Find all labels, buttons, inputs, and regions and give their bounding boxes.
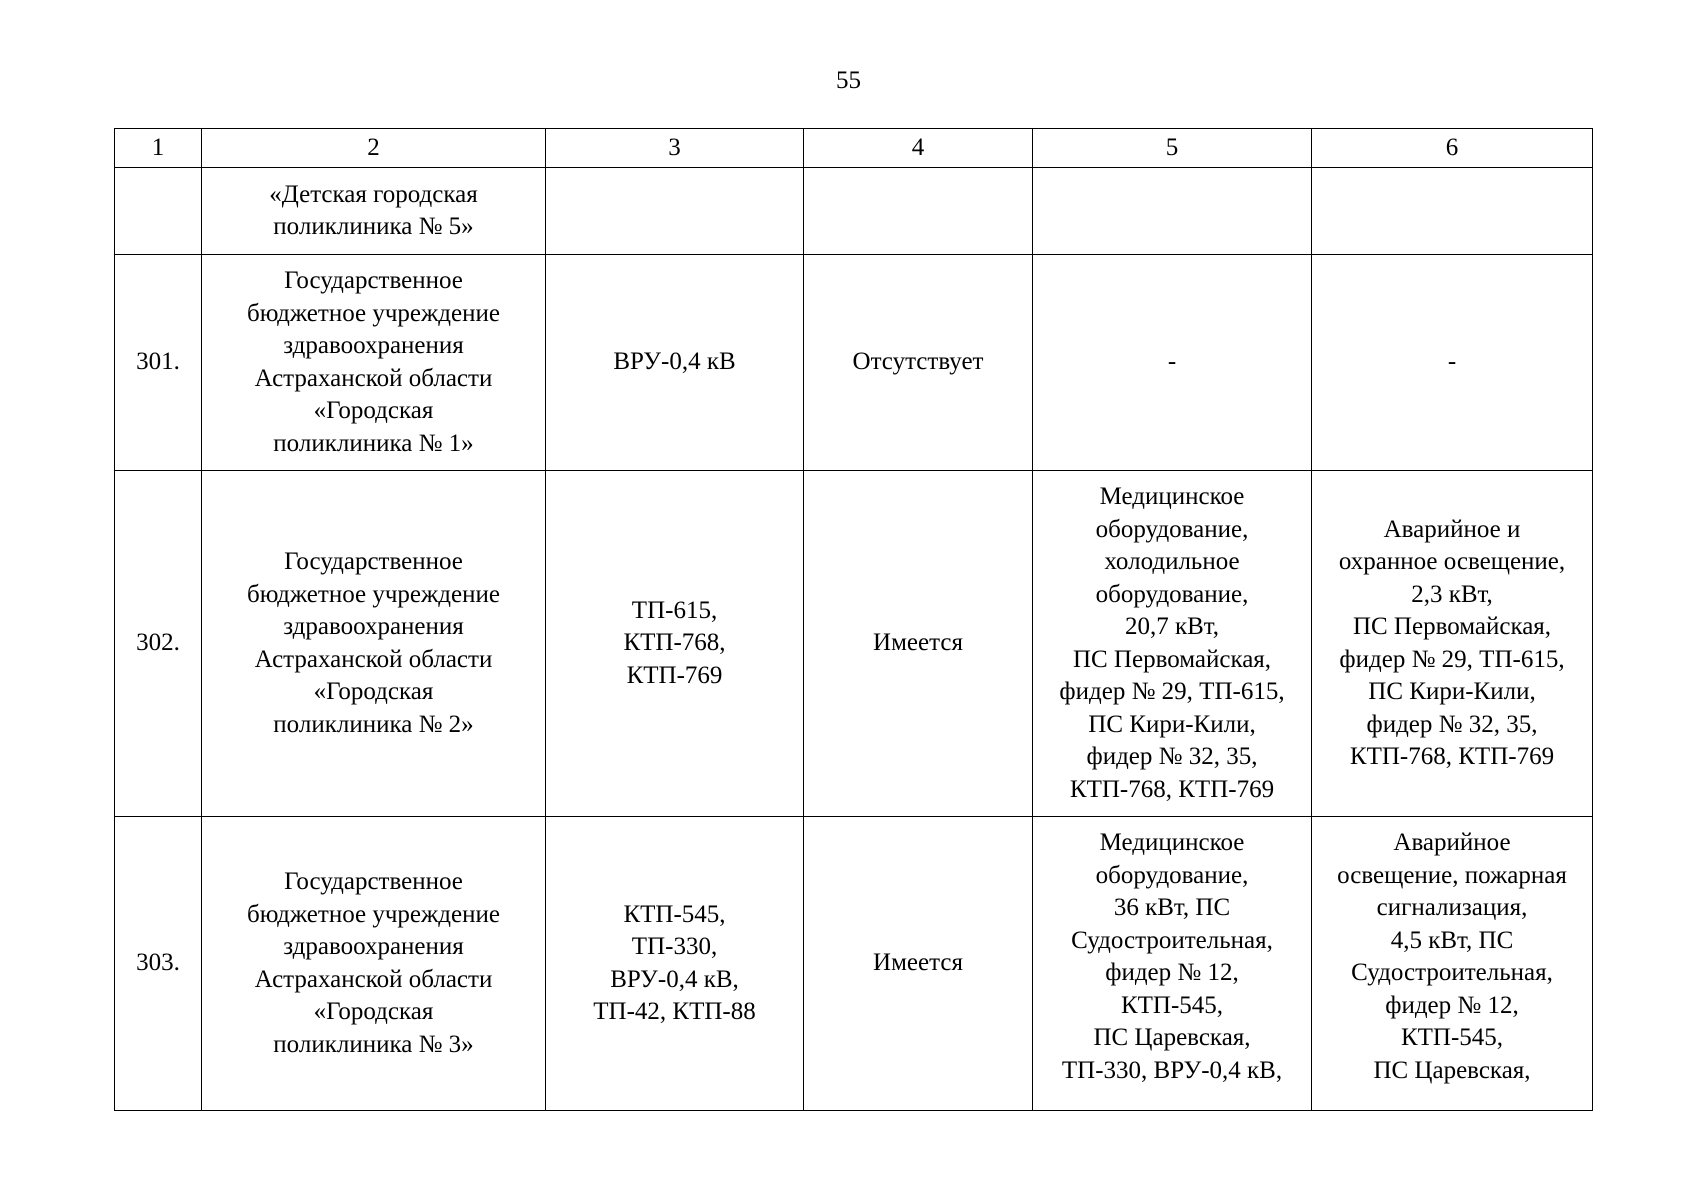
- equipment-cell: Медицинское оборудование, 36 кВт, ПС Судостроительная, фидер № 12, КТП-545, ПС Царевская, ТП-330, ВРУ-0,4 кВ,: [1033, 817, 1312, 1111]
- availability-cell: [804, 168, 1033, 255]
- row-number-cell: 303.: [115, 817, 202, 1111]
- row-number-cell: 301.: [115, 255, 202, 471]
- availability-cell: Имеется: [804, 817, 1033, 1111]
- row-number-cell: [115, 168, 202, 255]
- reserve-cell: [1312, 168, 1593, 255]
- column-number: 2: [202, 129, 546, 168]
- power-source-cell: [546, 168, 804, 255]
- equipment-cell: [1033, 168, 1312, 255]
- power-source-cell: ВРУ-0,4 кВ: [546, 255, 804, 471]
- organization-cell: Государственное бюджетное учреждение здравоохранения Астраханской области «Городская поликлиника № 2»: [202, 471, 546, 817]
- organization-cell: Государственное бюджетное учреждение здравоохранения Астраханской области «Городская поликлиника № 1»: [202, 255, 546, 471]
- power-source-cell: КТП-545, ТП-330, ВРУ-0,4 кВ, ТП-42, КТП-88: [546, 817, 804, 1111]
- reserve-cell: Аварийное и охранное освещение, 2,3 кВт, ПС Первомайская, фидер № 29, ТП-615, ПС Кири-Кили, фидер № 32, 35, КТП-768, КТП-769: [1312, 471, 1593, 817]
- data-table: [114, 128, 1593, 1111]
- reserve-cell: Аварийное освещение, пожарная сигнализация, 4,5 кВт, ПС Судостроительная, фидер № 12, КТП-545, ПС Царевская,: [1312, 817, 1593, 1111]
- column-number: 3: [546, 129, 804, 168]
- reserve-cell: -: [1312, 255, 1593, 471]
- column-number: 6: [1312, 129, 1593, 168]
- availability-cell: Отсутствует: [804, 255, 1033, 471]
- table-row: [115, 817, 1593, 1111]
- page-number: 55: [836, 67, 861, 94]
- availability-cell: Имеется: [804, 471, 1033, 817]
- column-number: 5: [1033, 129, 1312, 168]
- equipment-cell: Медицинское оборудование, холодильное оборудование, 20,7 кВт, ПС Первомайская, фидер № 29, ТП-615, ПС Кири-Кили, фидер № 32, 35, КТП-768, КТП-769: [1033, 471, 1312, 817]
- equipment-cell: -: [1033, 255, 1312, 471]
- table-row: [115, 471, 1593, 817]
- organization-cell: Государственное бюджетное учреждение здравоохранения Астраханской области «Городская поликлиника № 3»: [202, 817, 546, 1111]
- power-source-cell: ТП-615, КТП-768, КТП-769: [546, 471, 804, 817]
- column-number: 4: [804, 129, 1033, 168]
- table-row: [115, 168, 1593, 255]
- column-number: 1: [115, 129, 202, 168]
- row-number-cell: 302.: [115, 471, 202, 817]
- table-row: [115, 255, 1593, 471]
- organization-cell: «Детская городская поликлиника № 5»: [202, 168, 546, 255]
- column-number-row: [115, 129, 1593, 168]
